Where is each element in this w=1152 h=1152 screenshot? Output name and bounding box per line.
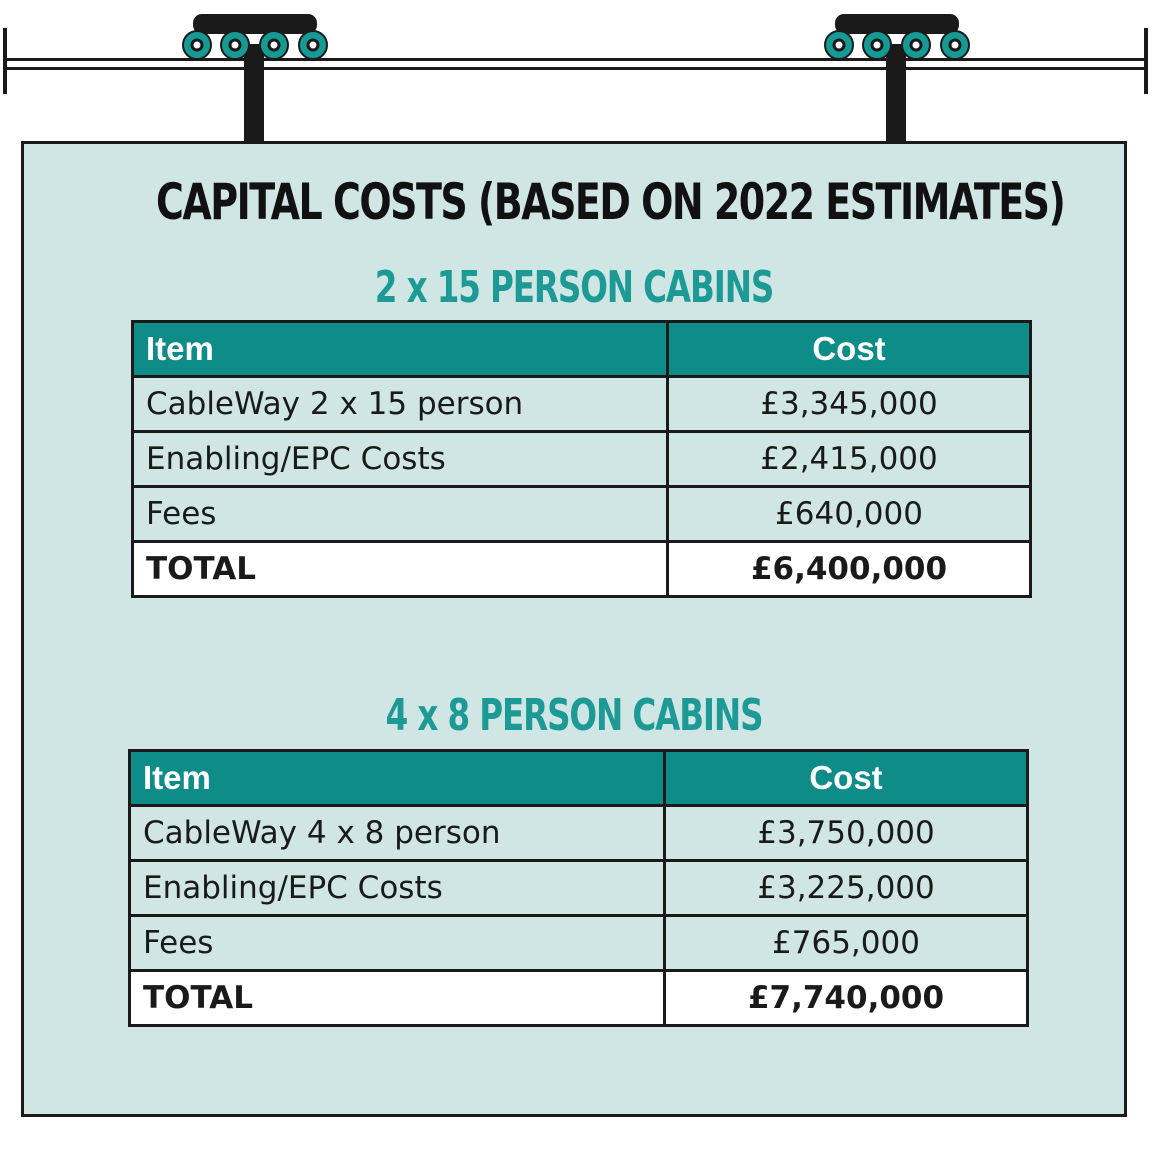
row-cost: £2,415,000 — [668, 432, 1031, 487]
column-header-cost: Cost — [665, 751, 1028, 806]
cost-table-4x8 — [128, 749, 1029, 1027]
table-row — [133, 432, 1031, 487]
hanger-right — [825, 14, 969, 144]
row-item: Fees — [133, 487, 668, 542]
row-cost: £3,345,000 — [668, 377, 1031, 432]
total-cost: £6,400,000 — [668, 542, 1031, 597]
cabin-board — [21, 141, 1127, 1117]
table-header-row — [133, 322, 1031, 377]
row-item: Enabling/EPC Costs — [130, 861, 665, 916]
section-heading-4x8: 4 x 8 PERSON CABINS — [385, 690, 763, 741]
page-title: CAPITAL COSTS (BASED ON 2022 ESTIMATES) — [156, 173, 1065, 231]
row-cost: £640,000 — [668, 487, 1031, 542]
total-label: TOTAL — [133, 542, 668, 597]
table-row — [133, 487, 1031, 542]
row-item: Enabling/EPC Costs — [133, 432, 668, 487]
table-row — [133, 377, 1031, 432]
row-cost: £3,225,000 — [665, 861, 1028, 916]
column-header-item: Item — [133, 322, 668, 377]
row-item: CableWay 2 x 15 person — [133, 377, 668, 432]
table-row — [130, 861, 1028, 916]
total-row — [130, 971, 1028, 1026]
table-header-row — [130, 751, 1028, 806]
section-heading-2x15: 2 x 15 PERSON CABINS — [374, 262, 774, 313]
column-header-cost: Cost — [668, 322, 1031, 377]
cableway-graphic — [0, 0, 1152, 145]
table-row — [130, 916, 1028, 971]
total-row — [133, 542, 1031, 597]
row-item: Fees — [130, 916, 665, 971]
cost-table-2x15 — [131, 320, 1032, 598]
row-cost: £3,750,000 — [665, 806, 1028, 861]
row-item: CableWay 4 x 8 person — [130, 806, 665, 861]
total-cost: £7,740,000 — [665, 971, 1028, 1026]
table-row — [130, 806, 1028, 861]
total-label: TOTAL — [130, 971, 665, 1026]
column-header-item: Item — [130, 751, 665, 806]
cable-line-top — [5, 58, 1147, 61]
row-cost: £765,000 — [665, 916, 1028, 971]
hanger-left — [183, 14, 327, 144]
cable-line-bottom — [5, 67, 1147, 70]
